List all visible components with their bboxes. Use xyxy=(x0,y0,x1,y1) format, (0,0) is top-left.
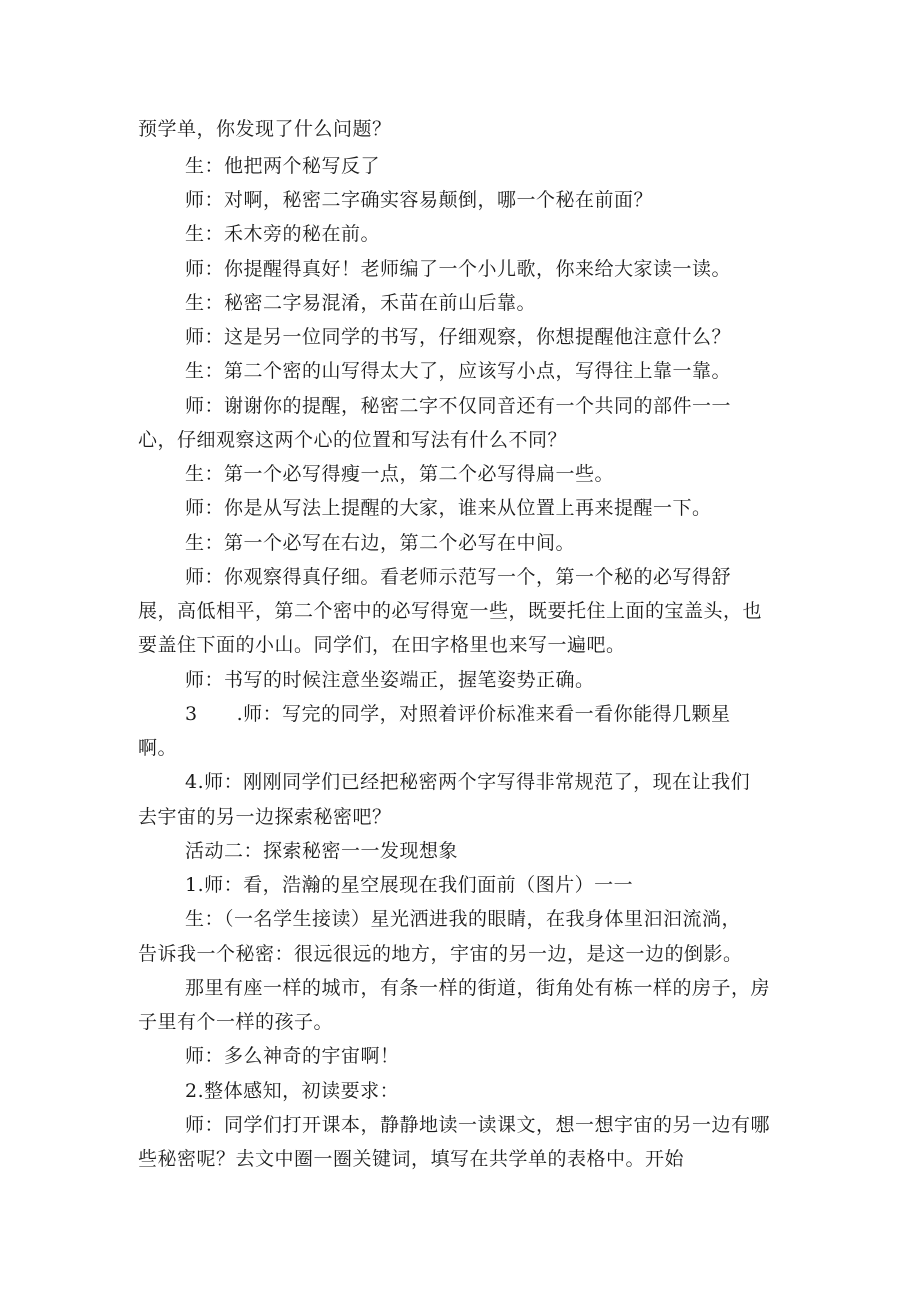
text-line-2: 生：他把两个秘写反了 xyxy=(185,155,381,177)
text-line-14: 师：你观察得真仔细。看老师示范写一个，第一个秘的必写得舒 xyxy=(185,566,732,588)
text-line-26: 那里有座一样的城市，有条一样的街道，街角处有栋一样的房子，房 xyxy=(185,977,771,999)
text-line-19: 啊。 xyxy=(138,737,178,759)
text-line-21: 去宇宙的另一边探索秘密吧？ xyxy=(138,806,392,828)
text-line-9: 师：谢谢你的提醒，秘密二字不仅同音还有一个共同的部件一一 xyxy=(185,395,732,417)
text-line-13: 生：第一个必写在右边，第二个必写在中间。 xyxy=(185,532,576,554)
text-line-30: 师：同学们打开课本，静静地读一读课文，想一想宇宙的另一边有哪 xyxy=(185,1114,771,1136)
text-line-29: 2.整体感知，初读要求： xyxy=(185,1080,400,1102)
text-line-27: 子里有个一样的孩子。 xyxy=(138,1011,334,1033)
text-line-24: 生：（一名学生接读）星光洒进我的眼睛，在我身体里汩汩流淌， xyxy=(185,908,742,930)
text-line-11: 生：第一个必写得瘦一点，第二个必写得扁一些。 xyxy=(185,463,615,485)
text-line-22: 活动二：探索秘密一一发现想象 xyxy=(185,840,459,862)
text-line-20: 4.师：刚刚同学们已经把秘密两个字写得非常规范了，现在让我们 xyxy=(185,771,751,793)
text-line-25: 告诉我一个秘密：很远很远的地方，宇宙的另一边，是这一边的倒影。 xyxy=(138,943,743,965)
text-line-23: 1.师：看，浩瀚的星空展现在我们面前（图片）一一 xyxy=(185,874,634,896)
text-line-3: 师：对啊，秘密二字确实容易颠倒，哪一个秘在前面？ xyxy=(185,189,654,211)
text-line-12: 师：你是从写法上提醒的大家，谁来从位置上再来提醒一下。 xyxy=(185,497,712,519)
text-line-4: 生：禾木旁的秘在前。 xyxy=(185,223,381,245)
text-line-10: 心，仔细观察这两个心的位置和写法有什么不同？ xyxy=(138,429,568,451)
text-line-1: 预学单，你发现了什么问题？ xyxy=(138,118,392,140)
text-line-8: 生：第二个密的山写得太大了，应该写小点，写得往上靠一靠。 xyxy=(185,360,732,382)
text-line-5: 师：你提醒得真好！老师编了一个小儿歌，你来给大家读一读。 xyxy=(185,258,732,280)
text-line-15: 展，高低相平，第二个密中的必写得宽一些，既要托住上面的宝盖头，也 xyxy=(138,600,763,622)
text-line-7: 师：这是另一位同学的书写，仔细观察，你想提醒他注意什么？ xyxy=(185,326,732,348)
text-line-16: 要盖住下面的小山。同学们，在田字格里也来写一遍吧。 xyxy=(138,634,626,656)
text-line-6: 生：秘密二字易混淆，禾苗在前山后靠。 xyxy=(185,292,537,314)
text-line-28: 师：多么神奇的宇宙啊！ xyxy=(185,1045,400,1067)
text-line-31: 些秘密呢？去文中圈一圈关键词，填写在共学单的表格中。开始 xyxy=(138,1148,685,1170)
text-line-18: 3 .师：写完的同学，对照着评价标准来看一看你能得几颗星 xyxy=(185,703,731,725)
text-line-17: 师：书写的时候注意坐姿端正，握笔姿势正确。 xyxy=(185,669,595,691)
